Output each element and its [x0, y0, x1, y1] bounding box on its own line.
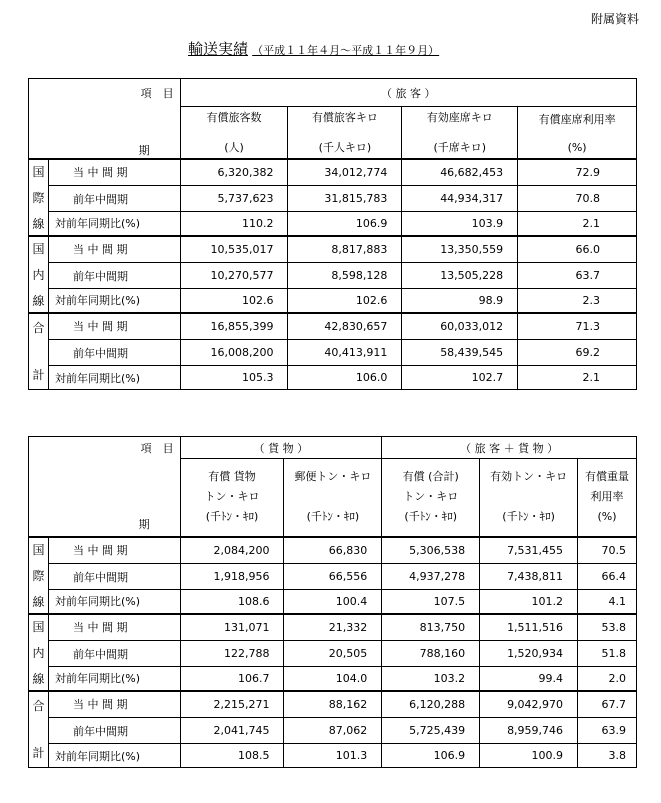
- row-label: 前年中間期: [48, 263, 180, 289]
- row-label: 当 中 間 期: [48, 159, 180, 186]
- col-header: [180, 459, 284, 537]
- table-cell: 2,084,200: [180, 537, 284, 564]
- table-cell: 10,535,017: [180, 236, 288, 263]
- category-char: 国: [32, 241, 45, 256]
- category-char: [29, 723, 48, 735]
- row-label: 前年中間期: [48, 564, 180, 590]
- table-cell: 100.9: [480, 744, 578, 768]
- table-cell: 102.6: [288, 289, 402, 313]
- category-cell: [29, 537, 49, 614]
- row-label: 前年中間期: [48, 340, 180, 366]
- category-cell: [29, 236, 49, 313]
- table-cell: 72.9: [518, 159, 637, 186]
- row-label: 対前年同期比(%): [48, 590, 180, 614]
- table-cell: 105.3: [180, 366, 288, 390]
- table-cell: 110.2: [180, 212, 288, 236]
- appendix-label: 附属資料: [590, 12, 639, 26]
- table-cell: 21,332: [284, 614, 382, 641]
- table-cell: 16,008,200: [180, 340, 288, 366]
- item-header: 項 目: [29, 437, 181, 459]
- category-char: 国: [32, 164, 45, 179]
- category-char: 線: [32, 671, 45, 686]
- table-cell: 2.3: [518, 289, 637, 313]
- cargo-table: [28, 436, 637, 768]
- table-cell: 108.6: [180, 590, 284, 614]
- col-name-2: トン・キロ: [403, 490, 459, 504]
- table-cell: 63.9: [578, 718, 637, 744]
- col-header: [518, 107, 637, 159]
- table-cell: 8,959,746: [480, 718, 578, 744]
- table-cell: 71.3: [518, 313, 637, 340]
- table-cell: 4.1: [578, 590, 637, 614]
- category-char: 線: [32, 293, 45, 308]
- col-unit: (%): [567, 140, 587, 154]
- table-cell: 70.5: [578, 537, 637, 564]
- category-char: 合: [32, 699, 45, 714]
- row-label: 対前年同期比(%): [48, 744, 180, 768]
- category-char: 国: [32, 542, 45, 557]
- col-name: 有償旅客キロ: [311, 111, 378, 125]
- row-label: 当 中 間 期: [48, 614, 180, 641]
- col-header: [382, 459, 480, 537]
- table-cell: 10,270,577: [180, 263, 288, 289]
- table-cell: 108.5: [180, 744, 284, 768]
- category-char: 計: [32, 746, 45, 761]
- col-name: 有償 貨物: [208, 470, 256, 484]
- category-cell: [29, 313, 49, 390]
- col-unit: (千ﾄﾝ・ｷﾛ): [502, 510, 555, 524]
- row-label: 前年中間期: [48, 641, 180, 667]
- table-cell: 31,815,783: [288, 186, 402, 212]
- table-cell: 53.8: [578, 614, 637, 641]
- period-header: [29, 459, 181, 537]
- category-cell: [29, 691, 49, 768]
- col-header: [480, 459, 578, 537]
- row-label: 当 中 間 期: [48, 236, 180, 263]
- category-char: 国: [32, 619, 45, 634]
- table-cell: 40,413,911: [288, 340, 402, 366]
- category-char: 合: [32, 321, 45, 336]
- table-cell: 2.1: [518, 212, 637, 236]
- table-cell: 70.8: [518, 186, 637, 212]
- table-cell: 88,162: [284, 691, 382, 718]
- table-cell: 106.9: [288, 212, 402, 236]
- table-cell: 67.7: [578, 691, 637, 718]
- table-cell: 107.5: [382, 590, 480, 614]
- col-unit: (千ﾄﾝ・ｷﾛ): [404, 510, 457, 524]
- table-cell: 58,439,545: [402, 340, 518, 366]
- table-cell: 6,120,288: [382, 691, 480, 718]
- table-cell: 106.9: [382, 744, 480, 768]
- table-cell: 51.8: [578, 641, 637, 667]
- col-name: 郵便トン・キロ: [294, 470, 372, 484]
- cargo-group-header: （ 貨 物 ）: [180, 437, 382, 459]
- table-cell: 34,012,774: [288, 159, 402, 186]
- table-cell: 99.4: [480, 667, 578, 691]
- table-cell: 4,937,278: [382, 564, 480, 590]
- title-period: （平成１１年４月～平成１１年９月）: [252, 44, 440, 57]
- row-label: 当 中 間 期: [48, 313, 180, 340]
- table-cell: 8,598,128: [288, 263, 402, 289]
- table-cell: 103.9: [402, 212, 518, 236]
- row-label: 前年中間期: [48, 718, 180, 744]
- table-cell: 101.2: [480, 590, 578, 614]
- page-title: [188, 38, 439, 59]
- col-header: [288, 107, 402, 159]
- col-unit: (人): [224, 141, 244, 155]
- col-header: [578, 459, 637, 537]
- table-cell: 6,320,382: [180, 159, 288, 186]
- col-unit: (千ﾄﾝ・ｷﾛ): [205, 510, 259, 524]
- col-name-2: トン・キロ: [204, 490, 260, 504]
- item-header: 項 目: [29, 79, 181, 107]
- table-cell: 5,725,439: [382, 718, 480, 744]
- table-cell: 44,934,317: [402, 186, 518, 212]
- col-unit: (%): [597, 510, 617, 524]
- category-char: [29, 345, 48, 357]
- col-name: 有効トン・キロ: [490, 470, 568, 484]
- col-name: 有償 (合計): [402, 470, 459, 484]
- row-label: 当 中 間 期: [48, 537, 180, 564]
- table-cell: 104.0: [284, 667, 382, 691]
- row-label: 対前年同期比(%): [48, 289, 180, 313]
- row-label: 対前年同期比(%): [48, 667, 180, 691]
- table-cell: 66.0: [518, 236, 637, 263]
- row-label: 対前年同期比(%): [48, 212, 180, 236]
- category-char: 内: [32, 267, 45, 282]
- passenger-group-header: （ 旅 客 ）: [180, 79, 636, 107]
- table-cell: 102.6: [180, 289, 288, 313]
- col-unit: (千人キロ): [318, 141, 372, 155]
- category-char: 線: [32, 216, 45, 231]
- table-cell: 103.2: [382, 667, 480, 691]
- col-name-2: [480, 487, 577, 507]
- table-cell: 66,830: [284, 537, 382, 564]
- col-name: 有効座席キロ: [426, 111, 493, 125]
- table-cell: 102.7: [402, 366, 518, 390]
- table-cell: 1,511,516: [480, 614, 578, 641]
- table-cell: 100.4: [284, 590, 382, 614]
- col-header: [402, 107, 518, 159]
- category-cell: [29, 614, 49, 691]
- table-cell: 20,505: [284, 641, 382, 667]
- table-cell: 16,855,399: [180, 313, 288, 340]
- table-cell: 106.0: [288, 366, 402, 390]
- category-char: 際: [32, 190, 45, 205]
- title-main: 輸送実績: [188, 40, 249, 58]
- table-cell: 63.7: [518, 263, 637, 289]
- table-cell: 13,505,228: [402, 263, 518, 289]
- category-char: 線: [32, 594, 45, 609]
- table-cell: 7,438,811: [480, 564, 578, 590]
- table-cell: 2,041,745: [180, 718, 284, 744]
- col-name: 有償重量: [585, 470, 630, 484]
- table-cell: 106.7: [180, 667, 284, 691]
- col-header: [180, 107, 288, 159]
- category-char: 内: [32, 645, 45, 660]
- table-cell: 66,556: [284, 564, 382, 590]
- table-cell: 813,750: [382, 614, 480, 641]
- table-cell: 46,682,453: [402, 159, 518, 186]
- table-cell: 42,830,657: [288, 313, 402, 340]
- table-cell: 131,071: [180, 614, 284, 641]
- table-cell: 8,817,883: [288, 236, 402, 263]
- col-name-2: 利用率: [590, 490, 624, 504]
- table-cell: 2.0: [578, 667, 637, 691]
- period-header: [29, 107, 181, 159]
- passenger-table: [28, 78, 637, 390]
- table-cell: 2,215,271: [180, 691, 284, 718]
- table-cell: 66.4: [578, 564, 637, 590]
- col-name: 有償座席利用率: [538, 112, 616, 126]
- table-cell: 5,306,538: [382, 537, 480, 564]
- category-char: 際: [32, 568, 45, 583]
- table-cell: 122,788: [180, 641, 284, 667]
- col-name-2: [284, 487, 381, 507]
- passenger-cargo-group-header: （ 旅 客 ＋ 貨 物 ）: [382, 437, 637, 459]
- table-cell: 7,531,455: [480, 537, 578, 564]
- period-label: 期: [138, 517, 150, 531]
- table-cell: 98.9: [402, 289, 518, 313]
- table-cell: 2.1: [518, 366, 637, 390]
- table-cell: 87,062: [284, 718, 382, 744]
- table-cell: 1,520,934: [480, 641, 578, 667]
- table-cell: 1,918,956: [180, 564, 284, 590]
- category-char: 計: [32, 368, 45, 383]
- table-cell: 9,042,970: [480, 691, 578, 718]
- row-label: 当 中 間 期: [48, 691, 180, 718]
- col-header: [284, 459, 382, 537]
- col-name: 有償旅客数: [206, 111, 262, 125]
- table-cell: 5,737,623: [180, 186, 288, 212]
- table-cell: 3.8: [578, 744, 637, 768]
- table-cell: 101.3: [284, 744, 382, 768]
- row-label: 対前年同期比(%): [48, 366, 180, 390]
- table-cell: 13,350,559: [402, 236, 518, 263]
- table-cell: 788,160: [382, 641, 480, 667]
- table-cell: 60,033,012: [402, 313, 518, 340]
- category-cell: [29, 159, 49, 236]
- row-label: 前年中間期: [48, 186, 180, 212]
- table-cell: 69.2: [518, 340, 637, 366]
- col-unit: (千席キロ): [433, 141, 487, 155]
- col-unit: (千ﾄﾝ・ｷﾛ): [306, 510, 360, 524]
- period-label: 期: [138, 143, 150, 157]
